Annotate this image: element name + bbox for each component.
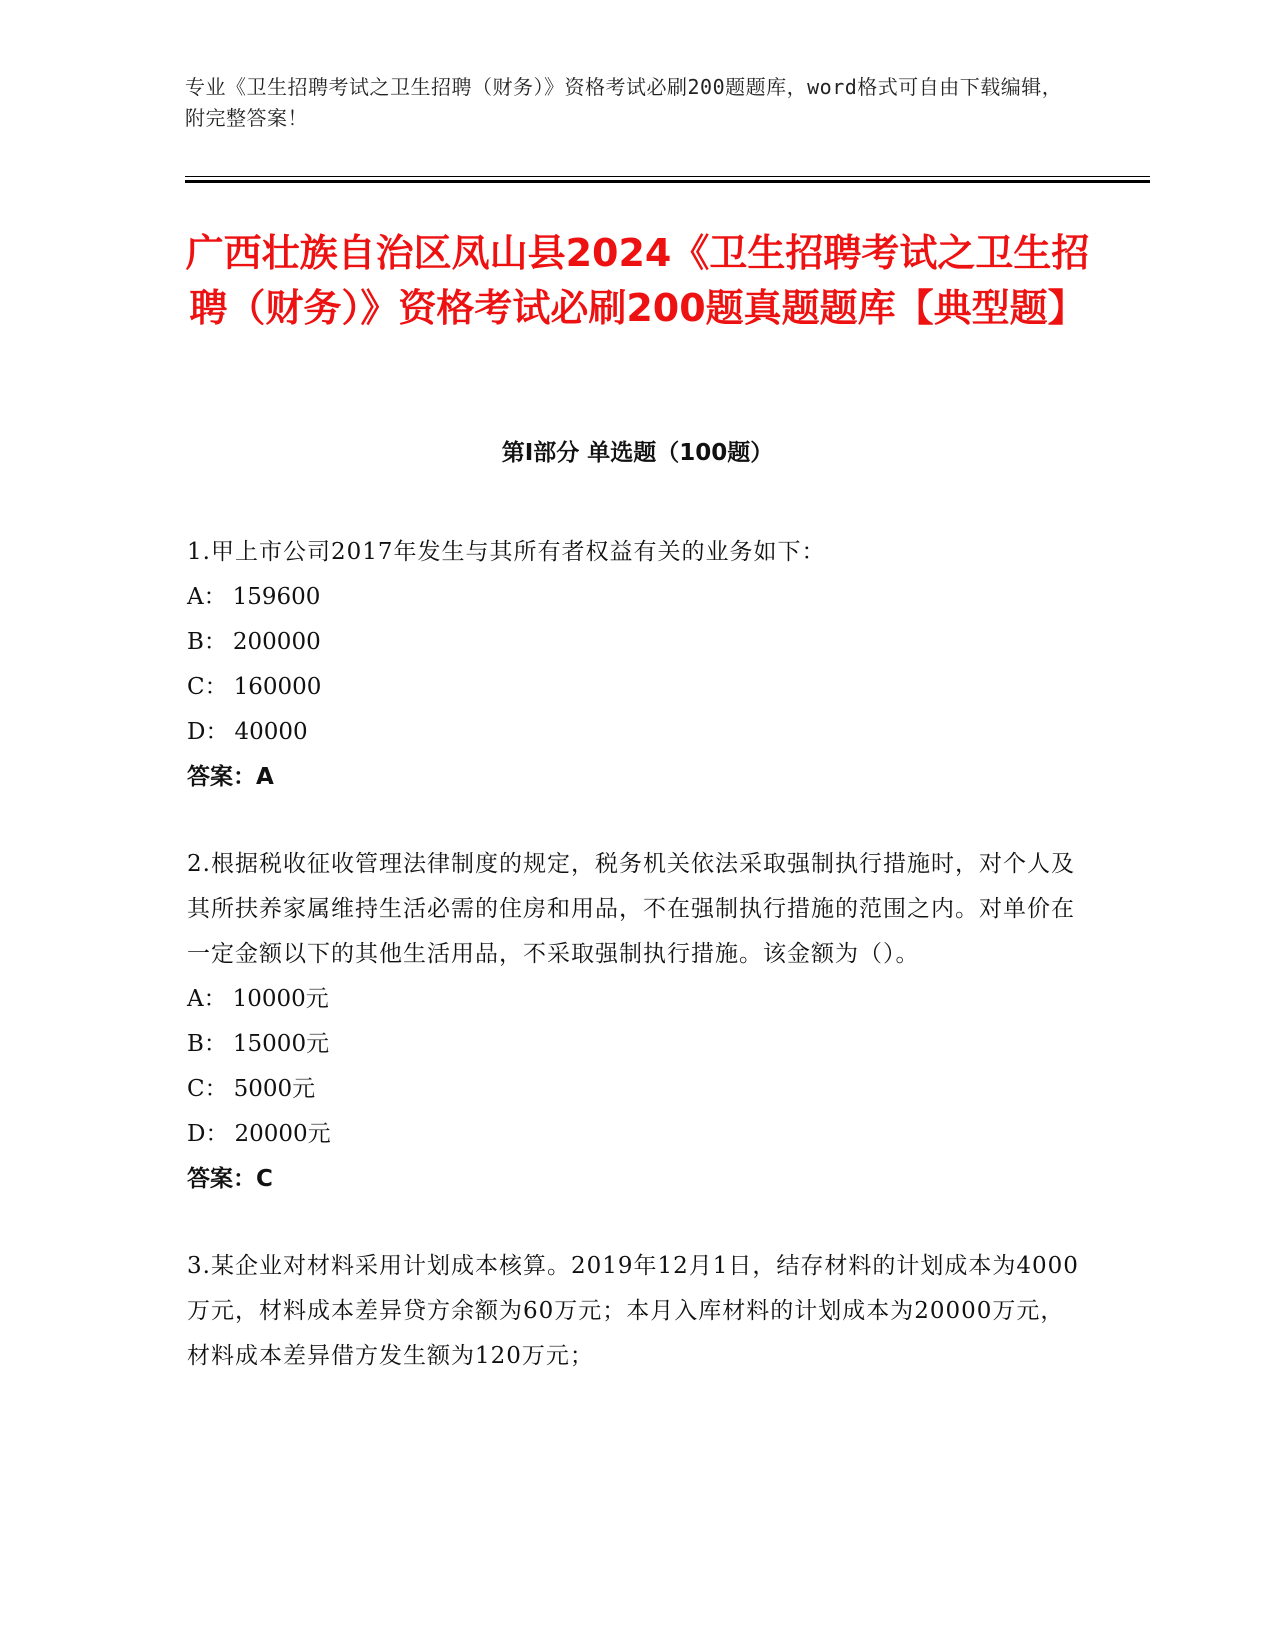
- option-c: [187, 1067, 1087, 1112]
- header-divider-thin: [185, 176, 1150, 177]
- document-title: 广西壮族自治区凤山县2024《卫生招聘考试之卫生招聘（财务）》资格考试必刷200题真题题库【典型题】: [185, 231, 1090, 330]
- option-text: 5000元: [233, 1076, 316, 1102]
- option-c: [187, 665, 1087, 710]
- option-separator: ：: [205, 719, 229, 745]
- section-title: 第Ⅰ部分 单选题（100题）: [501, 440, 774, 466]
- option-letter: D: [187, 719, 206, 745]
- option-list: [187, 977, 1087, 1157]
- option-d: [187, 710, 1087, 755]
- option-letter: B: [187, 1031, 204, 1057]
- option-text: 160000: [233, 674, 322, 700]
- answer-line: 答案：A: [187, 764, 274, 790]
- question-stem: 3.某企业对材料采用计划成本核算。2019年12月1日，结存材料的计划成本为4000万元，材料成本差异贷方余额为60万元；本月入库材料的计划成本为20000万元，材料成本差异借方发生额为120万元；: [187, 1253, 1079, 1369]
- option-a: [187, 575, 1087, 620]
- header-note: 专业《卫生招聘考试之卫生招聘（财务）》资格考试必刷200题题库，word格式可自由下载编辑，附完整答案！: [185, 75, 1063, 130]
- option-separator: ：: [203, 1031, 227, 1057]
- question-1: [187, 530, 1087, 800]
- option-separator: ：: [203, 629, 227, 655]
- option-separator: ：: [203, 986, 227, 1012]
- option-b: [187, 620, 1087, 665]
- option-separator: ：: [203, 584, 227, 610]
- option-letter: C: [187, 674, 205, 700]
- option-text: 20000元: [234, 1121, 331, 1147]
- question-stem: 1.甲上市公司2017年发生与其所有者权益有关的业务如下：: [187, 539, 826, 565]
- option-letter: A: [187, 584, 204, 610]
- option-text: 10000元: [232, 986, 329, 1012]
- option-text: 40000: [234, 719, 308, 745]
- question-list: [187, 530, 1087, 1421]
- option-letter: A: [187, 986, 204, 1012]
- question-3: [187, 1244, 1087, 1379]
- answer-line: 答案：C: [187, 1166, 273, 1192]
- option-separator: ：: [204, 674, 228, 700]
- option-separator: ：: [205, 1121, 229, 1147]
- option-letter: B: [187, 629, 204, 655]
- option-separator: ：: [204, 1076, 228, 1102]
- question-stem: 2.根据税收征收管理法律制度的规定，税务机关依法采取强制执行措施时，对个人及其所扶养家属维持生活必需的住房和用品，不在强制执行措施的范围之内。对单价在一定金额以下的其他生活用品，不采取强制执行措施。该金额为（）。: [187, 851, 1075, 967]
- option-text: 15000元: [232, 1031, 330, 1057]
- question-2: [187, 842, 1087, 1202]
- option-list: [187, 575, 1087, 755]
- option-text: 200000: [232, 629, 321, 655]
- option-a: [187, 977, 1087, 1022]
- option-text: 159600: [232, 584, 321, 610]
- option-b: [187, 1022, 1087, 1067]
- option-d: [187, 1112, 1087, 1157]
- header-divider-thick: [185, 180, 1150, 183]
- option-letter: C: [187, 1076, 205, 1102]
- option-letter: D: [187, 1121, 206, 1147]
